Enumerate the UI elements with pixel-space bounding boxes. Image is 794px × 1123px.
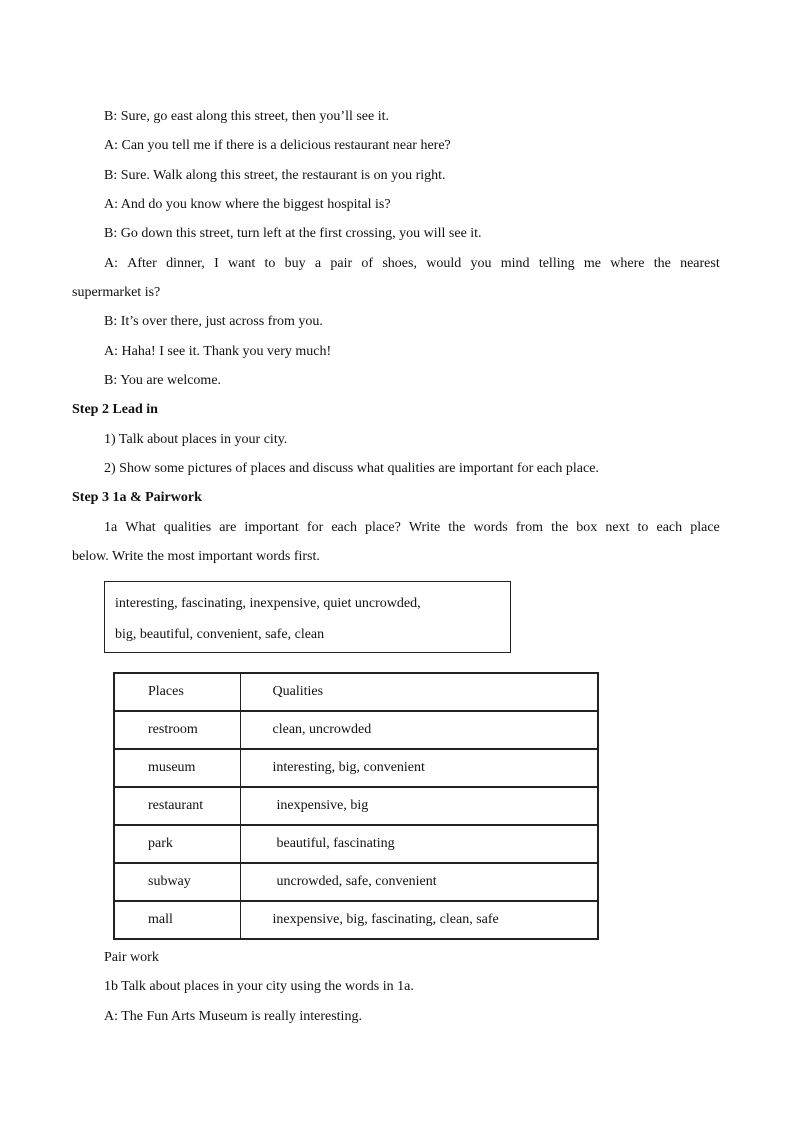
table-row [114, 863, 598, 901]
word: Write [408, 520, 441, 535]
dialogue-line: A: And do you know where the biggest hospital is? [104, 197, 391, 212]
word: me [583, 256, 601, 271]
table-header-row [114, 673, 598, 711]
word: telling [538, 256, 575, 271]
dialogue-line: B: Go down this street, turn left at the first crossing, you will see it. [104, 226, 482, 241]
word: each [656, 520, 683, 535]
table-row [114, 787, 598, 825]
word: a [314, 256, 322, 271]
word: to [637, 520, 649, 535]
word: A: [104, 256, 118, 271]
activity-1b: 1b Talk about places in your city using the words in 1a. [104, 979, 414, 994]
table-row [114, 825, 598, 863]
word-box-line: big, beautiful, convenient, safe, clean [115, 627, 325, 642]
place-cell: restaurant [114, 787, 240, 825]
table-row [114, 711, 598, 749]
header-places: Places [114, 673, 240, 711]
word: qualities [163, 520, 212, 535]
place-cell: museum [114, 749, 240, 787]
step2-item: 2) Show some pictures of places and discuss what qualities are important for each place. [104, 461, 599, 476]
header-qualities: Qualities [240, 673, 598, 711]
word: important [244, 520, 299, 535]
qualities-cell: interesting, big, convenient [240, 749, 598, 787]
word: dinner, [166, 256, 205, 271]
dialogue-line-justified [104, 255, 720, 273]
dialogue-line: A: Can you tell me if there is a delicious restaurant near here? [104, 138, 451, 153]
table-row [114, 901, 598, 939]
word: pair [330, 256, 353, 271]
qualities-cell: beautiful, fascinating [240, 825, 598, 863]
qualities-cell: uncrowded, safe, convenient [240, 863, 598, 901]
dialogue-line: B: Sure, go east along this street, then you’ll see it. [104, 109, 390, 124]
word: box [576, 520, 598, 535]
word: you [470, 256, 492, 271]
word: What [125, 520, 156, 535]
word: are [219, 520, 237, 535]
dialogue-line-continuation: supermarket is? [72, 285, 161, 300]
word: shoes, [382, 256, 417, 271]
word: the [653, 256, 671, 271]
word: nearest [680, 256, 720, 271]
example-line: A: The Fun Arts Museum is really interesting. [104, 1009, 362, 1024]
word: buy [284, 256, 306, 271]
word: I [214, 256, 219, 271]
place-cell: mall [114, 901, 240, 939]
step3-heading: Step 3 1a & Pairwork [72, 490, 202, 505]
word: words [473, 520, 508, 535]
word: the [448, 520, 466, 535]
step2-item: 1) Talk about places in your city. [104, 432, 288, 447]
table-row [114, 749, 598, 787]
word-box-line: interesting, fascinating, inexpensive, quiet uncrowded, [115, 596, 421, 611]
dialogue-line: A: Haha! I see it. Thank you very much! [104, 344, 332, 359]
place-cell: restroom [114, 711, 240, 749]
word: would [426, 256, 462, 271]
place-cell: subway [114, 863, 240, 901]
qualities-cell: inexpensive, big [240, 787, 598, 825]
pair-work-label: Pair work [104, 950, 159, 965]
word: 1a [104, 520, 118, 535]
word: to [264, 256, 276, 271]
step3-instruction [104, 519, 720, 537]
word: each [331, 520, 357, 535]
word: place [690, 520, 720, 535]
word: from [515, 520, 543, 535]
step2-heading: Step 2 Lead in [72, 402, 158, 417]
word: the [551, 520, 569, 535]
word: place? [365, 520, 401, 535]
step3-instruction-continuation: below. Write the most important words first. [72, 549, 320, 564]
qualities-cell: inexpensive, big, fascinating, clean, safe [240, 901, 598, 939]
word: for [306, 520, 324, 535]
place-cell: park [114, 825, 240, 863]
dialogue-line: B: Sure. Walk along this street, the restaurant is on you right. [104, 168, 446, 183]
word: of [361, 256, 374, 271]
word: want [228, 256, 256, 271]
dialogue-line: B: You are welcome. [104, 373, 222, 388]
word: next [605, 520, 630, 535]
word: mind [500, 256, 530, 271]
word: where [610, 256, 645, 271]
word-box [104, 581, 511, 653]
qualities-cell: clean, uncrowded [240, 711, 598, 749]
qualities-table [113, 672, 599, 940]
word: After [127, 256, 157, 271]
dialogue-line: B: It’s over there, just across from you. [104, 314, 323, 329]
